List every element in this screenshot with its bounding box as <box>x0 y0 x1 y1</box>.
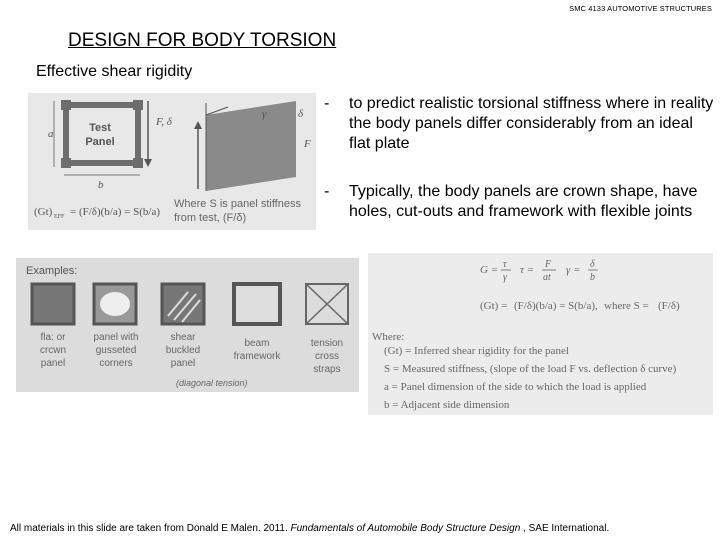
test-panel-diagram <box>28 93 316 230</box>
eq-delta: δ <box>590 259 595 270</box>
formula-lhs: (Gt) <box>34 206 53 218</box>
eq-at: at <box>543 272 551 283</box>
example-2-line3: corners <box>99 358 133 369</box>
bullet-dash: - <box>324 183 330 200</box>
formula-body: = (F/δ)(b/a) = S(b/a) <box>70 206 160 218</box>
bullet-dash: - <box>324 95 330 112</box>
def-s: S = Measured stiffness, (slope of the load F vs. deflection δ curve) <box>384 363 677 375</box>
force-f-label: F <box>304 138 311 150</box>
bullet-text: Typically, the body panels are crown shape, have holes, cut-outs and framework with flexible joints <box>349 183 698 220</box>
footer-prefix: All materials in this slide are taken from Donald E Malen. 2011. <box>10 523 291 534</box>
example-4-line2: framework <box>233 351 281 362</box>
example-3-line3: panel <box>170 358 196 369</box>
example-2-line2: gusseted <box>95 345 137 356</box>
course-header: SMC 4133 AUTOMOTIVE STRUCTURES <box>569 4 712 13</box>
footer-book: Fundamentals of Automobile Body Structure Design <box>290 523 521 534</box>
footer-citation <box>10 523 609 534</box>
example-1-line2: crcwn <box>39 345 67 356</box>
eq-gamma2: γ = <box>566 264 581 276</box>
slide-title: DESIGN FOR BODY TORSION <box>68 30 337 51</box>
example-1-line3: panel <box>40 358 66 369</box>
definitions-diagram <box>368 253 713 415</box>
gamma-label: γ <box>262 108 267 120</box>
example-1-line1: fla: or <box>40 332 66 343</box>
example-3-line1: shear <box>170 332 196 343</box>
footer-suffix: , SAE International. <box>520 523 610 534</box>
eq-gt: (Gt) = <box>480 300 508 312</box>
examples-heading: Examples: <box>26 265 78 277</box>
def-b: b = Adjacent side dimension <box>384 399 510 411</box>
force-label: F, δ <box>156 116 172 128</box>
eq-g: G = <box>480 264 499 276</box>
examples-note: (diagonal tension) <box>176 378 248 388</box>
bullet-2 <box>324 182 714 246</box>
example-5-line3: straps <box>313 364 341 375</box>
eq-tau2: τ = <box>520 264 535 276</box>
eq-gamma: γ <box>503 272 507 283</box>
test-label-2: Panel <box>85 136 115 148</box>
example-5-line1: tension <box>310 338 344 349</box>
example-3-line2: buckled <box>165 345 201 356</box>
examples-figure <box>16 258 359 392</box>
def-gt: (Gt) = Inferred shear rigidity for the panel <box>384 345 569 357</box>
caption-1: Where S is panel stiffness <box>174 198 301 210</box>
test-panel-figure <box>28 93 316 230</box>
dim-b: b <box>98 179 104 191</box>
where-label: Where: <box>372 331 405 343</box>
eq-F: F <box>545 259 552 270</box>
caption-2: from test, (F/δ) <box>174 212 247 224</box>
formula-sub: EFF <box>54 214 65 220</box>
eq-b: b <box>590 272 595 283</box>
bullet-text: to predict realistic torsional stiffness where in reality the body panels differ considerably from an ideal flat plate <box>349 95 714 152</box>
definitions-figure <box>368 253 713 415</box>
bullet-1 <box>324 94 714 158</box>
example-5-line2: cross <box>315 351 339 362</box>
dim-a: a <box>48 128 54 140</box>
test-label-1: Test <box>89 122 111 134</box>
examples-diagram <box>16 258 359 392</box>
eq-tau: τ <box>503 259 507 270</box>
def-a: a = Panel dimension of the side to which the load is applied <box>384 381 647 393</box>
eq-gt-body: (F/δ)(b/a) = S(b/a), <box>514 300 598 312</box>
delta-label: δ <box>298 108 304 120</box>
eq-where: where S = <box>604 300 649 312</box>
example-4-line1: beam <box>244 338 270 349</box>
example-2-line1: panel with <box>93 332 139 343</box>
slide-subtitle: Effective shear rigidity <box>36 63 193 80</box>
eq-where-body: (F/δ) <box>658 300 680 312</box>
